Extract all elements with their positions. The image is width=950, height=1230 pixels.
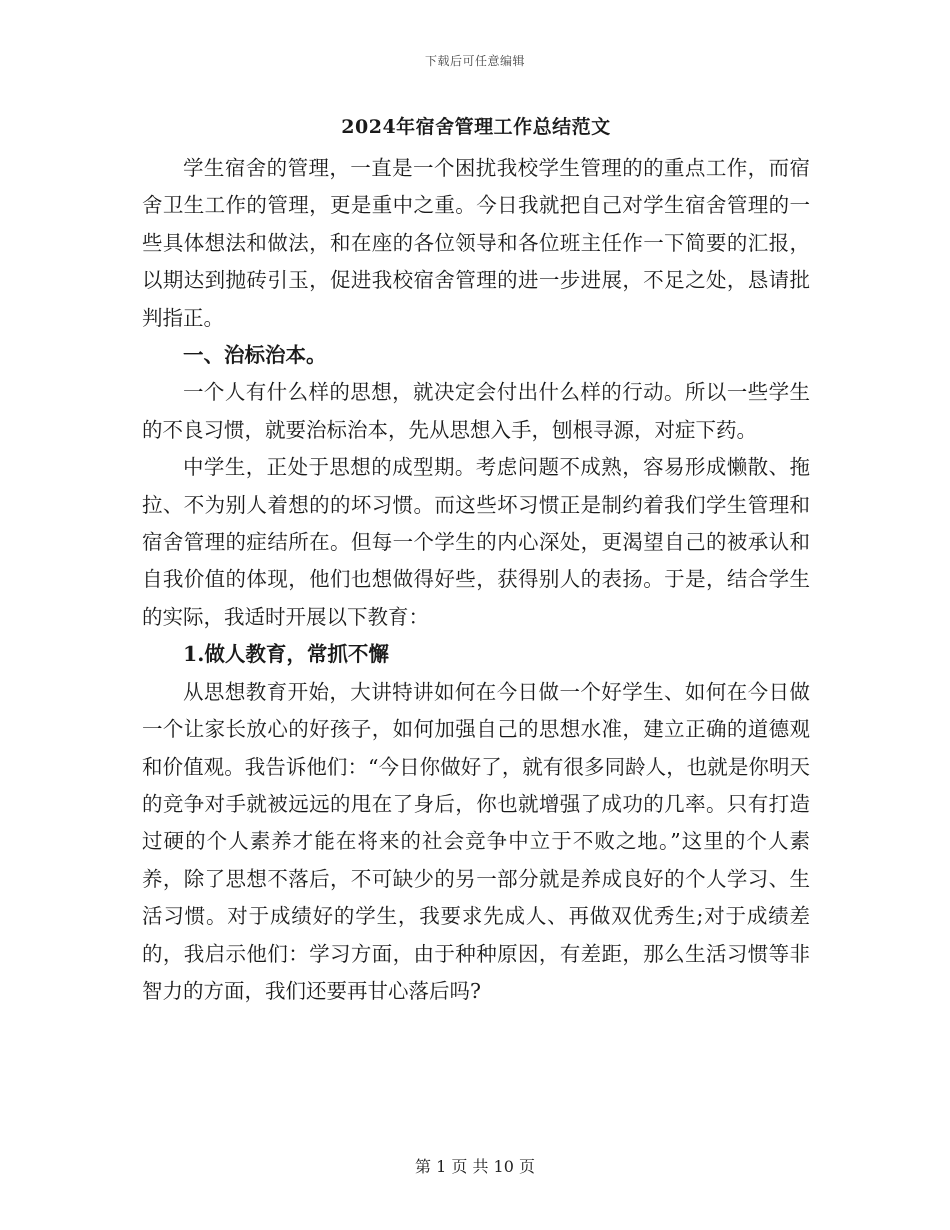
section-heading-1: 一、治标治本。 <box>183 343 327 368</box>
body-paragraph: 中学生，正处于思想的成型期。考虑问题不成熟，容易形成懒散、拖拉、不为别人着想的的坏习惯。而这些坏习惯正是制约着我们学生管理和宿舍管理的症结所在。但每一个学生的内心深处，更渴望自己的被承认和自我价值的体现，他们也想做得好些，获得别人的表扬。于是，结合学生的实际，我适时开展以下教育： <box>142 455 810 629</box>
document-content <box>142 112 810 1010</box>
body-paragraph: 从思想教育开始，大讲特讲如何在今日做一个好学生、如何在今日做一个让家长放心的好孩子，如何加强自己的思想水准，建立正确的道德观和价值观。我告诉他们：“今日你做好了，就有很多同龄人，也就是你明天的竞争对手就被远远的甩在了身后，你也就增强了成功的几率。只有打造过硬的个人素养才能在将来的社会竞争中立于不败之地。”这里的个人素养，除了思想不落后，不可缺少的另一部分就是养成良好的个人学习、生活习惯。对于成绩好的学生，我要求先成人、再做双优秀生;对于成绩差的，我启示他们：学习方面，由于种种原因，有差距，那么生活习惯等非智力的方面，我们还要再甘心落后吗? <box>142 679 810 1003</box>
subsection-heading-1: 1.做人教育，常抓不懈 <box>183 642 389 667</box>
body-paragraph: 一个人有什么样的思想，就决定会付出什么样的行动。所以一些学生的不良习惯，就要治标治本，先从思想入手，刨根寻源，对症下药。 <box>142 380 810 442</box>
page-footer-number: 第 1 页 共 10 页 <box>415 1157 535 1176</box>
document-title: 2024年宿舍管理工作总结范文 <box>341 116 611 138</box>
page-header-note: 下载后可任意编辑 <box>424 54 525 68</box>
intro-paragraph: 学生宿舍的管理，一直是一个困扰我校学生管理的的重点工作，而宿舍卫生工作的管理，更是重中之重。今日我就把自己对学生宿舍管理的一些具体想法和做法，和在座的各位领导和各位班主任作一下简要的汇报，以期达到抛砖引玉，促进我校宿舍管理的进一步进展，不足之处，恳请批判指正。 <box>142 156 810 330</box>
